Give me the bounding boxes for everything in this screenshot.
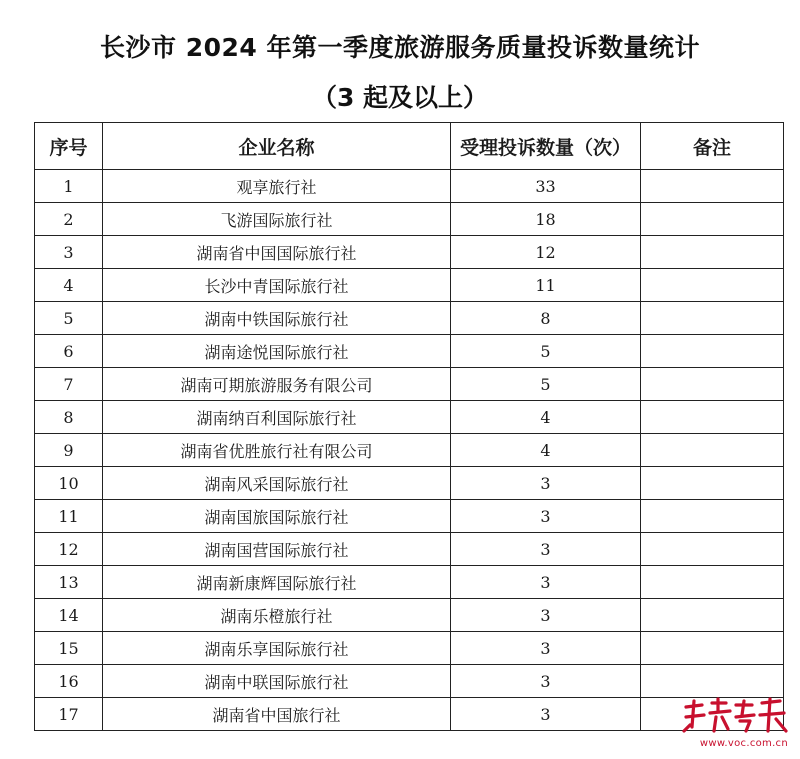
row-complaint-count: 3: [451, 566, 641, 599]
row-index: 1: [35, 170, 103, 203]
row-complaint-count: 3: [451, 632, 641, 665]
table-row: [35, 236, 784, 269]
row-index: 16: [35, 665, 103, 698]
row-company-name: 湖南乐享国际旅行社: [103, 632, 451, 665]
row-company-name: 湖南省中国国际旅行社: [103, 236, 451, 269]
row-complaint-count: 3: [451, 665, 641, 698]
row-index: 6: [35, 335, 103, 368]
table-row: [35, 269, 784, 302]
row-remarks: [641, 236, 784, 269]
row-remarks: [641, 203, 784, 236]
document-title: 长沙市 2024 年第一季度旅游服务质量投诉数量统计: [100, 33, 700, 62]
table-row: [35, 434, 784, 467]
row-remarks: [641, 302, 784, 335]
row-index: 13: [35, 566, 103, 599]
row-company-name: 观享旅行社: [103, 170, 451, 203]
row-complaint-count: 3: [451, 698, 641, 731]
row-company-name: 湖南中联国际旅行社: [103, 665, 451, 698]
row-remarks: [641, 269, 784, 302]
header-index: 序号: [35, 123, 103, 170]
row-company-name: 湖南省优胜旅行社有限公司: [103, 434, 451, 467]
row-remarks: [641, 599, 784, 632]
row-company-name: 湖南中铁国际旅行社: [103, 302, 451, 335]
row-index: 5: [35, 302, 103, 335]
row-index: 15: [35, 632, 103, 665]
row-complaint-count: 3: [451, 500, 641, 533]
row-remarks: [641, 335, 784, 368]
row-index: 11: [35, 500, 103, 533]
row-company-name: 湖南国营国际旅行社: [103, 533, 451, 566]
row-company-name: 湖南可期旅游服务有限公司: [103, 368, 451, 401]
table-row: [35, 335, 784, 368]
row-remarks: [641, 368, 784, 401]
row-index: 10: [35, 467, 103, 500]
row-remarks: [641, 467, 784, 500]
table-row: [35, 599, 784, 632]
header-complaint-count: 受理投诉数量（次）: [451, 123, 641, 170]
row-remarks: [641, 566, 784, 599]
row-complaint-count: 3: [451, 599, 641, 632]
row-company-name: 湖南国旅国际旅行社: [103, 500, 451, 533]
row-complaint-count: 3: [451, 467, 641, 500]
row-complaint-count: 3: [451, 533, 641, 566]
row-complaint-count: 4: [451, 401, 641, 434]
header-company-name: 企业名称: [103, 123, 451, 170]
row-index: 3: [35, 236, 103, 269]
row-index: 17: [35, 698, 103, 731]
row-company-name: 长沙中青国际旅行社: [103, 269, 451, 302]
table-row: [35, 632, 784, 665]
row-complaint-count: 11: [451, 269, 641, 302]
row-company-name: 湖南纳百利国际旅行社: [103, 401, 451, 434]
row-complaint-count: 18: [451, 203, 641, 236]
row-remarks: [641, 500, 784, 533]
row-complaint-count: 12: [451, 236, 641, 269]
row-company-name: 湖南途悦国际旅行社: [103, 335, 451, 368]
row-remarks: [641, 665, 784, 698]
table-row: [35, 203, 784, 236]
row-index: 12: [35, 533, 103, 566]
table-row: [35, 368, 784, 401]
table-row: [35, 698, 784, 731]
row-index: 7: [35, 368, 103, 401]
row-index: 8: [35, 401, 103, 434]
row-company-name: 湖南新康辉国际旅行社: [103, 566, 451, 599]
row-complaint-count: 5: [451, 335, 641, 368]
row-index: 14: [35, 599, 103, 632]
table-row: [35, 533, 784, 566]
row-company-name: 飞游国际旅行社: [103, 203, 451, 236]
row-company-name: 湖南省中国旅行社: [103, 698, 451, 731]
voc-logo-icon: [680, 697, 790, 735]
table-row: [35, 170, 784, 203]
row-complaint-count: 4: [451, 434, 641, 467]
row-index: 9: [35, 434, 103, 467]
table-header-row: [35, 123, 784, 170]
table-row: [35, 665, 784, 698]
row-remarks: [641, 533, 784, 566]
row-remarks: [641, 401, 784, 434]
row-index: 4: [35, 269, 103, 302]
row-index: 2: [35, 203, 103, 236]
row-complaint-count: 33: [451, 170, 641, 203]
table-row: [35, 401, 784, 434]
row-remarks: [641, 170, 784, 203]
row-complaint-count: 5: [451, 368, 641, 401]
table-row: [35, 500, 784, 533]
row-company-name: 湖南风采国际旅行社: [103, 467, 451, 500]
row-remarks: [641, 434, 784, 467]
header-remarks: 备注: [641, 123, 784, 170]
watermark-url: www.voc.com.cn: [699, 738, 788, 749]
watermark: [680, 697, 790, 749]
table-row: [35, 467, 784, 500]
row-complaint-count: 8: [451, 302, 641, 335]
row-remarks: [641, 632, 784, 665]
row-company-name: 湖南乐橙旅行社: [103, 599, 451, 632]
table-row: [35, 566, 784, 599]
complaint-table: [34, 122, 784, 731]
document-subtitle: （3 起及以上）: [311, 83, 489, 112]
table-row: [35, 302, 784, 335]
